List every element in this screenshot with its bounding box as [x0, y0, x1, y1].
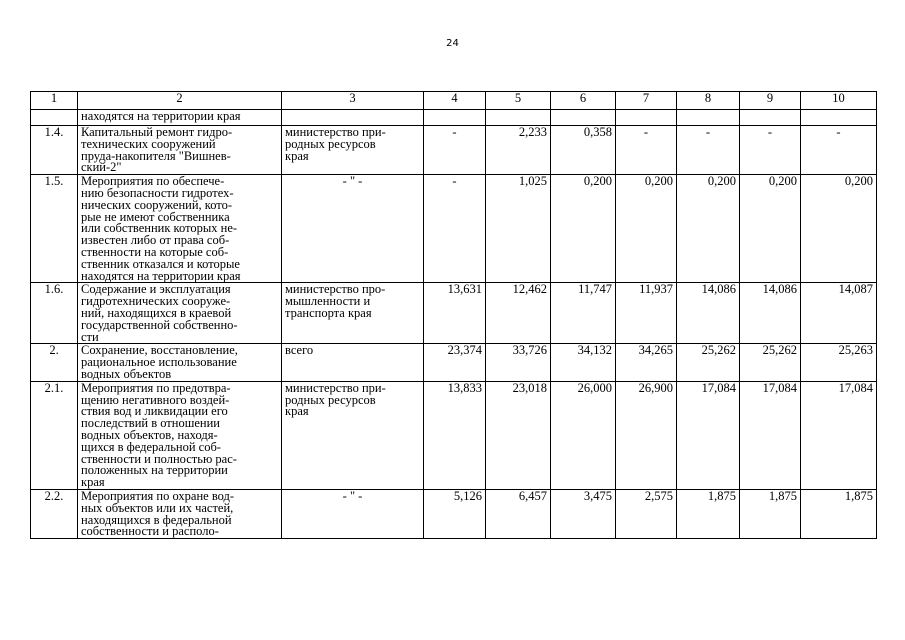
activity-name-line: нию безопасности гидротех- — [81, 185, 234, 200]
table-cell — [31, 110, 78, 126]
table-row — [31, 283, 877, 344]
value-cell-col-10: 1,875 — [801, 489, 877, 538]
value-cell-col-7: - — [616, 126, 677, 175]
value-cell-col-4: 5,126 — [424, 489, 486, 538]
activity-name — [78, 344, 282, 381]
activity-name-line: Содержание и эксплуатация — [81, 282, 231, 297]
activity-name-line: ствия вод и ликвидации его — [81, 404, 228, 419]
column-header-2: 2 — [78, 92, 282, 110]
activity-name-line: нических сооружений, кото- — [81, 197, 233, 212]
activity-name-line: щихся в федеральной соб- — [81, 439, 221, 454]
activity-name-line: последствий в отношении — [81, 416, 220, 431]
column-header-6: 6 — [551, 92, 616, 110]
responsible-party-line: мышленности и — [285, 294, 371, 309]
activity-name-line: ных объектов или их частей, — [81, 500, 234, 515]
value-cell-col-10: 0,200 — [801, 175, 877, 283]
value-cell-col-9: - — [740, 126, 801, 175]
table-row — [31, 381, 877, 489]
responsible-party-line: края — [285, 404, 309, 419]
row-number: 1.4. — [31, 126, 78, 175]
activity-name-line: ственник отказался и которые — [81, 256, 240, 271]
activity-name-line: технических сооружений — [81, 136, 216, 151]
table-cell — [677, 110, 740, 126]
activity-name-line: ский-2" — [81, 160, 122, 175]
value-cell-col-4: 13,833 — [424, 381, 486, 489]
table-row — [31, 489, 877, 538]
activity-name-line: Мероприятия по обеспече- — [81, 174, 225, 189]
header-row — [31, 92, 877, 110]
value-cell-col-6: 26,000 — [551, 381, 616, 489]
table-cell — [551, 110, 616, 126]
responsible-party-line: всего — [285, 343, 314, 358]
activity-name-line: находящихся в федеральной — [81, 512, 232, 527]
activity-name-line: положенных на территории — [81, 463, 228, 478]
activity-name-line: гидротехнических сооруже- — [81, 294, 231, 309]
value-cell-col-4: - — [424, 175, 486, 283]
column-header-3: 3 — [282, 92, 424, 110]
responsible-party-line: края — [285, 148, 309, 163]
value-cell-col-7: 11,937 — [616, 283, 677, 344]
value-cell-col-6: 3,475 — [551, 489, 616, 538]
value-cell-col-4: - — [424, 126, 486, 175]
row-number: 2.2. — [31, 489, 78, 538]
table-row — [31, 344, 877, 381]
activity-name-line: рые не имеют собственника — [81, 209, 230, 224]
page-number: 24 — [446, 38, 459, 49]
value-cell-col-8: 25,262 — [677, 344, 740, 381]
row-number: 2.1. — [31, 381, 78, 489]
value-cell-col-5: 33,726 — [486, 344, 551, 381]
value-cell-col-9: 1,875 — [740, 489, 801, 538]
table-cell — [424, 110, 486, 126]
responsible-party-line: - " - — [342, 488, 363, 503]
activity-name-line: или собственник которых не- — [81, 221, 238, 236]
continuation-row — [31, 110, 877, 126]
value-cell-col-5: 23,018 — [486, 381, 551, 489]
activity-name-line: водных объектов — [81, 366, 172, 381]
value-cell-col-9: 0,200 — [740, 175, 801, 283]
table-cell — [740, 110, 801, 126]
activity-name — [78, 126, 282, 175]
value-cell-col-7: 2,575 — [616, 489, 677, 538]
activity-name-line: ний, находящихся в краевой — [81, 305, 232, 320]
activity-name — [78, 381, 282, 489]
continuation-text: находятся на территории края — [78, 110, 282, 126]
activity-name-line: находятся на территории края — [81, 268, 241, 283]
column-header-5: 5 — [486, 92, 551, 110]
activity-name-line: края — [81, 475, 105, 490]
value-cell-col-9: 25,262 — [740, 344, 801, 381]
activity-name-line: пруда-накопителя "Вишнев- — [81, 148, 231, 163]
activity-name — [78, 283, 282, 344]
value-cell-col-8: 14,086 — [677, 283, 740, 344]
table-row — [31, 126, 877, 175]
column-header-8: 8 — [677, 92, 740, 110]
value-cell-col-6: 11,747 — [551, 283, 616, 344]
row-number: 2. — [31, 344, 78, 381]
column-header-4: 4 — [424, 92, 486, 110]
responsible-party — [282, 283, 424, 344]
row-number: 1.6. — [31, 283, 78, 344]
value-cell-col-10: 25,263 — [801, 344, 877, 381]
value-cell-col-4: 13,631 — [424, 283, 486, 344]
responsible-party-line: транспорта края — [285, 305, 372, 320]
column-header-10: 10 — [801, 92, 877, 110]
responsible-party-line: - " - — [342, 174, 363, 189]
value-cell-col-7: 26,900 — [616, 381, 677, 489]
activity-name-line: государственной собственно- — [81, 317, 238, 332]
activity-name-line: ственности на которые соб- — [81, 244, 229, 259]
value-cell-col-6: 0,200 — [551, 175, 616, 283]
table-cell — [282, 110, 424, 126]
responsible-party — [282, 344, 424, 381]
responsible-party-line: министерство при- — [285, 125, 386, 139]
activity-name-line: ственности и полностью рас- — [81, 451, 237, 466]
value-cell-col-10: - — [801, 126, 877, 175]
activity-name-line: водных объектов, находя- — [81, 427, 218, 442]
value-cell-col-6: 34,132 — [551, 344, 616, 381]
value-cell-col-5: 6,457 — [486, 489, 551, 538]
row-number: 1.5. — [31, 175, 78, 283]
activity-name-line: Капитальный ремонт гидро- — [81, 125, 233, 139]
value-cell-col-4: 23,374 — [424, 344, 486, 381]
activity-name-line: сти — [81, 329, 99, 344]
value-cell-col-6: 0,358 — [551, 126, 616, 175]
responsible-party-line: родных ресурсов — [285, 392, 376, 407]
table-cell — [486, 110, 551, 126]
table-row — [31, 175, 877, 283]
column-header-1: 1 — [31, 92, 78, 110]
activity-name-line: Мероприятия по предотвра- — [81, 380, 231, 395]
value-cell-col-10: 14,087 — [801, 283, 877, 344]
value-cell-col-10: 17,084 — [801, 381, 877, 489]
value-cell-col-5: 2,233 — [486, 126, 551, 175]
activity-name-line: собственности и располо- — [81, 524, 219, 539]
value-cell-col-8: 1,875 — [677, 489, 740, 538]
value-cell-col-8: - — [677, 126, 740, 175]
activity-name-line: Сохранение, восстановление, — [81, 343, 238, 358]
responsible-party — [282, 381, 424, 489]
column-header-7: 7 — [616, 92, 677, 110]
activity-name — [78, 175, 282, 283]
activity-name-line: известен либо от права соб- — [81, 233, 230, 248]
activity-name — [78, 489, 282, 538]
value-cell-col-9: 14,086 — [740, 283, 801, 344]
value-cell-col-7: 34,265 — [616, 344, 677, 381]
table-cell — [616, 110, 677, 126]
value-cell-col-8: 0,200 — [677, 175, 740, 283]
activity-name-line: рациональное использование — [81, 355, 237, 370]
responsible-party-line: родных ресурсов — [285, 136, 376, 151]
responsible-party-line: министерство про- — [285, 282, 386, 297]
responsible-party — [282, 489, 424, 538]
responsible-party — [282, 126, 424, 175]
value-cell-col-8: 17,084 — [677, 381, 740, 489]
activity-name-line: щению негативного воздей- — [81, 392, 230, 407]
value-cell-col-5: 1,025 — [486, 175, 551, 283]
activity-name-line: Мероприятия по охране вод- — [81, 488, 235, 503]
table-cell — [801, 110, 877, 126]
value-cell-col-9: 17,084 — [740, 381, 801, 489]
column-header-9: 9 — [740, 92, 801, 110]
value-cell-col-5: 12,462 — [486, 283, 551, 344]
responsible-party-line: министерство при- — [285, 380, 386, 395]
budget-table — [30, 91, 877, 539]
value-cell-col-7: 0,200 — [616, 175, 677, 283]
responsible-party — [282, 175, 424, 283]
